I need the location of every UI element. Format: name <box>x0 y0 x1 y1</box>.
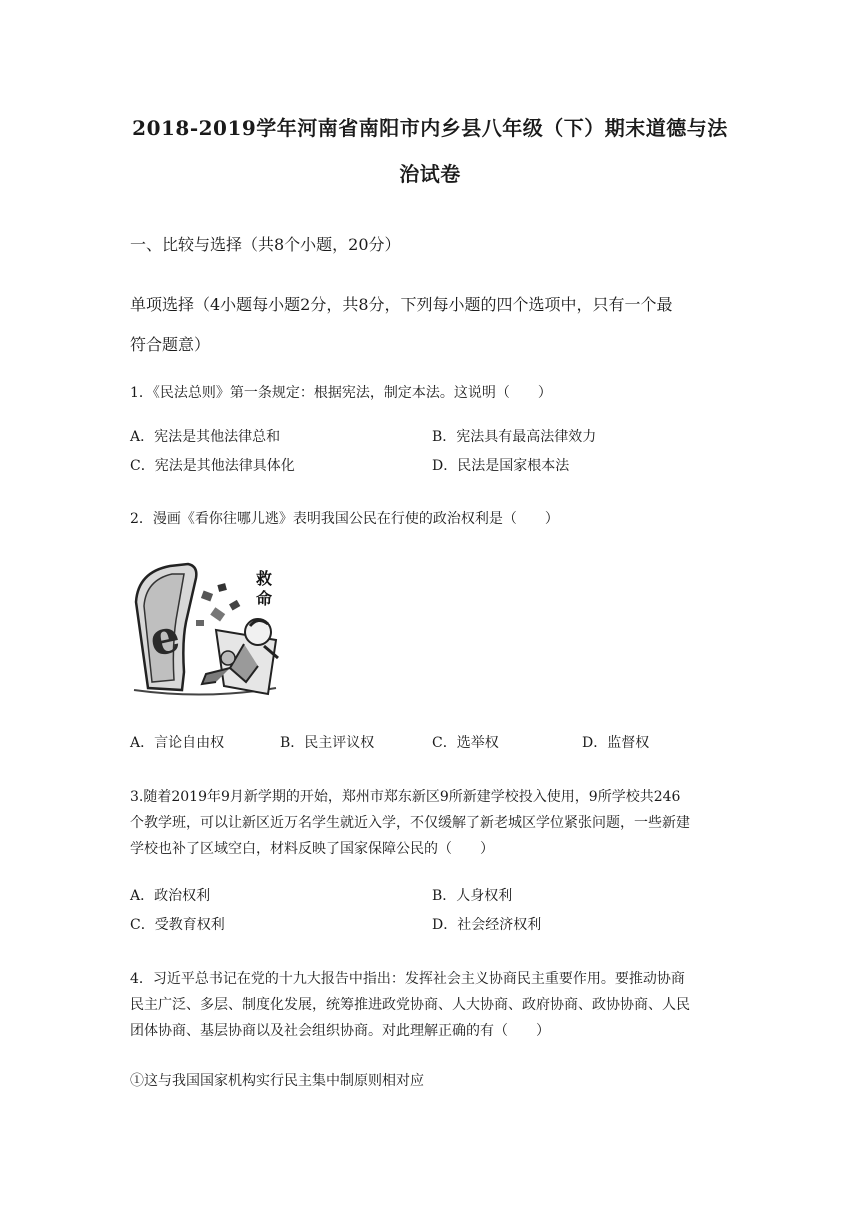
section-instruction-line-2: 符合题意） <box>130 335 211 354</box>
question-1-option-c: C．宪法是其他法律具体化 <box>130 458 295 474</box>
cartoon-cry-char-1: 救 <box>256 569 273 588</box>
question-3-option-b: B．人身权利 <box>432 888 513 904</box>
question-3-line-3: 学校也补了区域空白，材料反映了国家保障公民的（ ） <box>130 841 494 857</box>
question-3-option-a: A．政治权利 <box>130 888 211 904</box>
exam-title-line-1: 2018-2019学年河南省南阳市内乡县八年级（下）期末道德与法 <box>132 116 728 140</box>
question-3-line-2: 个教学班，可以让新区近万名学生就近入学，不仅缓解了新老城区学位紧张问题，一些新建 <box>130 815 690 831</box>
question-3-option-c: C．受教育权利 <box>130 917 225 933</box>
question-2-option-d: D．监督权 <box>582 735 650 751</box>
question-3-option-d: D．社会经济权利 <box>432 917 542 933</box>
question-4-line-3: 团体协商、基层协商以及社会组织协商。对此理解正确的有（ ） <box>130 1023 550 1039</box>
question-1-option-b: B．宪法具有最高法律效力 <box>432 429 597 445</box>
question-4-statement-1: ①这与我国国家机构实行民主集中制原则相对应 <box>130 1073 424 1089</box>
section-instruction-line-1: 单项选择（4小题每小题2分，共8分，下列每小题的四个选项中，只有一个最 <box>130 295 673 314</box>
question-4-line-1: 4．习近平总书记在党的十九大报告中指出：发挥社会主义协商民主重要作用。要推动协商 <box>130 971 685 987</box>
svg-text:e: e <box>144 607 185 667</box>
question-1-stem: 1．《民法总则》第一条规定：根据宪法，制定本法。这说明（ ） <box>130 385 552 401</box>
question-2-stem: 2．漫画《看你往哪儿逃》表明我国公民在行使的政治权利是（ ） <box>130 511 559 527</box>
cartoon-image <box>126 562 286 702</box>
cartoon-cry-char-2: 命 <box>256 589 273 608</box>
section-heading: 一、比较与选择（共8个小题，20分） <box>130 235 401 254</box>
question-3-line-1: 3.随着2019年9月新学期的开始，郑州市郑东新区9所新建学校投入使用，9所学校共246 <box>130 789 681 805</box>
question-1-option-d: D．民法是国家根本法 <box>432 458 570 474</box>
cartoon-illustration <box>126 562 286 702</box>
question-2-option-b: B．民主评议权 <box>280 735 375 751</box>
question-2-option-c: C．选举权 <box>432 735 499 751</box>
exam-title-line-2: 治试卷 <box>399 162 461 186</box>
question-2-option-a: A．言论自由权 <box>130 735 225 751</box>
question-4-line-2: 民主广泛、多层、制度化发展，统筹推进政党协商、人大协商、政府协商、政协协商、人民 <box>130 997 690 1013</box>
question-1-option-a: A．宪法是其他法律总和 <box>130 429 281 445</box>
